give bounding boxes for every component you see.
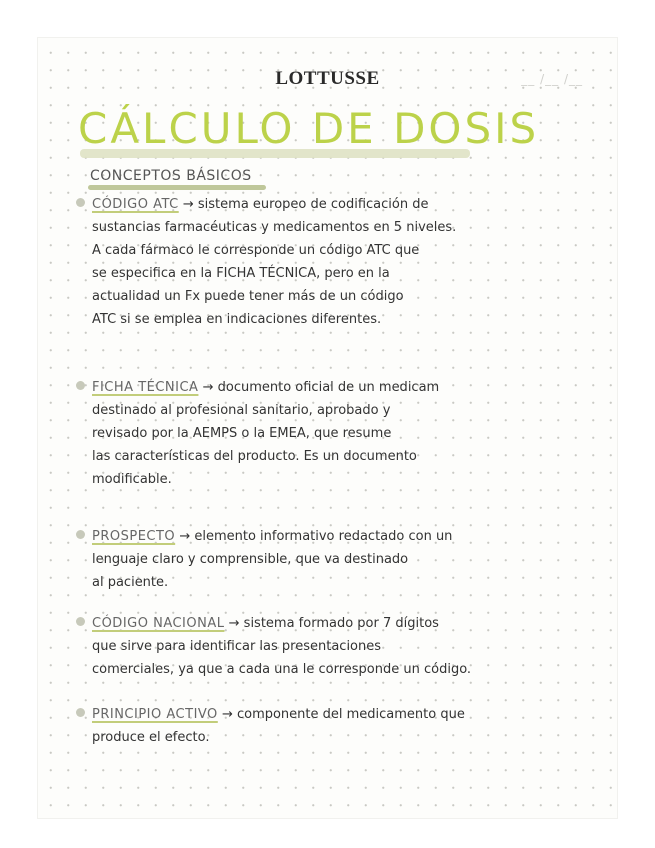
- date-placeholder: __ /__ /__: [521, 72, 583, 86]
- entry-line: ATC si se emplea en indicaciones diferentes.: [92, 312, 382, 327]
- definition-entry-codigo-atc: [76, 193, 596, 331]
- entry-line: [76, 612, 596, 635]
- entry-line: actualidad un Fx puede tener más de un código: [92, 289, 404, 304]
- term-label: FICHA TÉCNICA: [92, 380, 199, 395]
- entry-line: [76, 703, 596, 726]
- entry-line: produce el efecto.: [92, 730, 210, 745]
- entry-text: → sistema europeo de codificación de: [182, 197, 429, 212]
- bullet-icon: [76, 198, 85, 207]
- entry-line: [76, 525, 596, 548]
- term-label: PROSPECTO: [92, 529, 176, 544]
- term-label: CÓDIGO ATC: [92, 197, 179, 212]
- entry-line: A cada fármaco le corresponde un código ATC que: [92, 243, 420, 258]
- bullet-icon: [76, 381, 85, 390]
- definition-entry-ficha-tecnica: [76, 376, 596, 491]
- entry-line: revisado por la AEMPS o la EMEA, que resume: [92, 426, 392, 441]
- section-heading: CONCEPTOS BÁSICOS: [90, 168, 252, 184]
- entry-line: [76, 376, 596, 399]
- entry-text: → componente del medicamento que: [221, 707, 465, 722]
- subheading-highlight: [88, 185, 266, 190]
- bullet-icon: [76, 530, 85, 539]
- brand-logo: LOTTUSSE: [275, 68, 380, 89]
- bullet-icon: [76, 617, 85, 626]
- term-label: PRINCIPIO ACTIVO: [92, 707, 218, 722]
- entry-text: → documento oficial de un medicam: [202, 380, 440, 395]
- term-label: CÓDIGO NACIONAL: [92, 616, 225, 631]
- entry-line: se especifica en la FICHA TÉCNICA, pero en la: [92, 266, 390, 281]
- entry-line: lenguaje claro y comprensible, que va destinado: [92, 552, 409, 567]
- entry-line: al paciente.: [92, 575, 169, 590]
- entry-line: comerciales, ya que a cada una le corresponde un código.: [92, 662, 472, 677]
- entry-line: las características del producto. Es un documento: [92, 449, 417, 464]
- entry-line: destinado al profesional sanitario, aprobado y: [92, 403, 391, 418]
- entry-line: [76, 193, 596, 216]
- entry-line: modificable.: [92, 472, 172, 487]
- entry-line: sustancias farmacéuticas y medicamentos en 5 niveles.: [92, 220, 457, 235]
- entry-text: → elemento informativo redactado con un: [179, 529, 453, 544]
- definition-entry-prospecto: [76, 525, 596, 594]
- entry-line: que sirve para identificar las presentaciones: [92, 639, 382, 654]
- definition-entry-principio-activo: [76, 703, 596, 749]
- notebook-page: [38, 38, 617, 818]
- definition-entry-codigo-nacional: [76, 612, 596, 681]
- page-title: CÁLCULO DE DOSIS: [78, 104, 540, 153]
- bullet-icon: [76, 708, 85, 717]
- entry-text: → sistema formado por 7 dígitos: [228, 616, 439, 631]
